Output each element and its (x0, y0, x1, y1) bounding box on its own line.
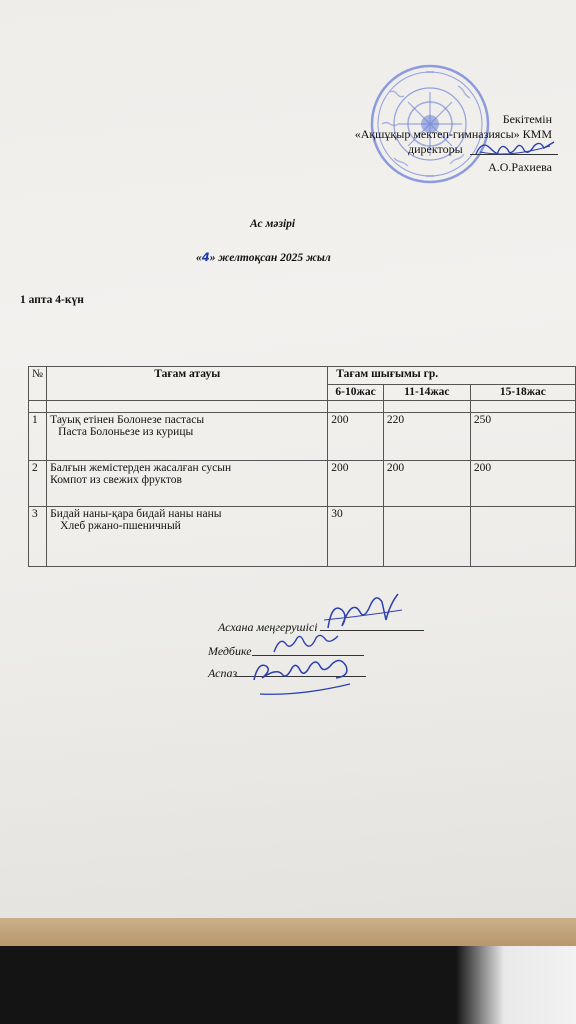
row-name-kz: Бидай наны-қара бидай наны наны (50, 508, 222, 520)
age-header-3: 15-18жас (470, 385, 575, 401)
row-name-ru: Компот из свежих фруктов (50, 474, 182, 486)
row-value-2 (383, 507, 470, 567)
row-value-3: 250 (470, 413, 575, 461)
menu-title: Ас мәзірі (250, 218, 296, 230)
row-name (47, 507, 328, 567)
table-row (29, 461, 576, 507)
row-name-ru: Хлеб ржано-пшеничный (60, 520, 181, 532)
menu-table (28, 366, 576, 567)
week-day-label: 1 апта 4-күн (20, 294, 84, 306)
row-value-3: 200 (470, 461, 575, 507)
table-header-row (29, 367, 576, 385)
age-header-2: 11-14жас (383, 385, 470, 401)
row-value-2: 200 (383, 461, 470, 507)
date-open-quote: « (196, 252, 202, 264)
row-no: 2 (29, 461, 47, 507)
row-no: 3 (29, 507, 47, 567)
cook-signature (246, 650, 366, 700)
row-name-kz: Тауық етінен Болонезе пастасы (50, 414, 205, 426)
approval-line-4: А.О.Рахиева (488, 160, 552, 174)
floor-highlight (456, 946, 576, 1024)
col-yield-header: Тағам шығымы гр. (328, 367, 576, 385)
row-value-1: 200 (328, 413, 384, 461)
official-stamp (368, 62, 492, 186)
table-edge (0, 918, 576, 948)
head-cook-label: Асхана меңгерушісі (218, 620, 318, 634)
col-no-header: № (29, 367, 47, 401)
row-value-1: 30 (328, 507, 384, 567)
row-value-2: 220 (383, 413, 470, 461)
menu-date (196, 250, 331, 264)
row-value-1: 200 (328, 461, 384, 507)
table-row (29, 507, 576, 567)
row-name-kz: Балғын жемістерден жасалған сусын (50, 462, 232, 474)
table-spacer-row (29, 401, 576, 413)
approval-line-2: «Ақшұқыр мектеп-гимназиясы» КММ (354, 127, 552, 141)
row-name (47, 413, 328, 461)
row-value-3 (470, 507, 575, 567)
table-row (29, 413, 576, 461)
approval-line-1: Бекітемін (502, 112, 552, 126)
col-name-header: Тағам атауы (47, 367, 328, 401)
age-header-1: 6-10жас (328, 385, 384, 401)
row-name-ru: Паста Болоньезе из курицы (58, 426, 194, 438)
nurse-label: Медбике (208, 644, 252, 658)
approval-line-3: директоры (408, 142, 463, 156)
date-day: 4 (201, 250, 210, 264)
row-no: 1 (29, 413, 47, 461)
cook-label: Аспаз (208, 666, 238, 680)
row-name (47, 461, 328, 507)
date-rest: » желтоқсан 2025 жыл (209, 252, 331, 264)
